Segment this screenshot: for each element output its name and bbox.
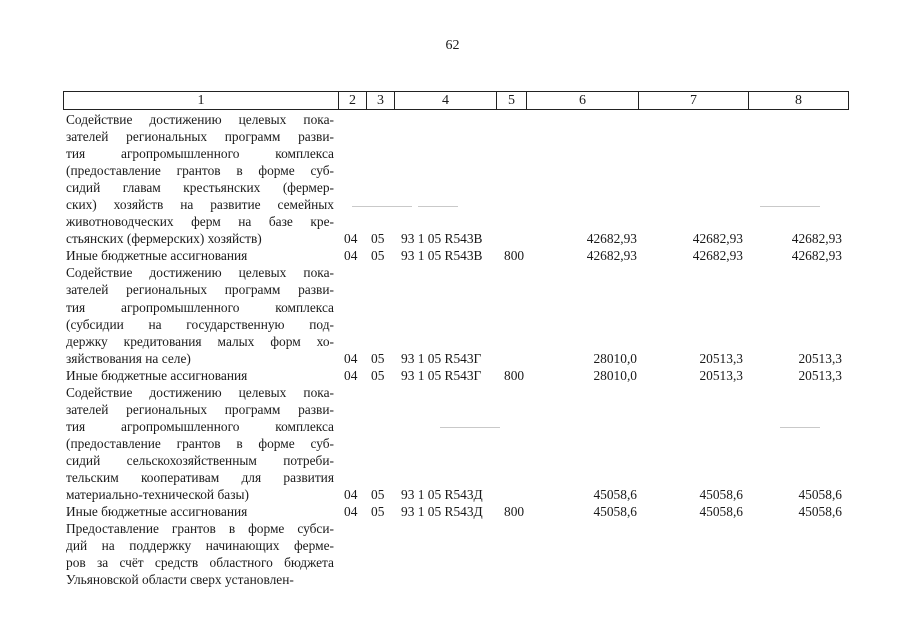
description-line: (предоставление грантов в форме суб- <box>66 163 334 179</box>
description-line: Предоставление грантов в форме субси- <box>66 521 334 537</box>
amount-col-7: 42682,93 <box>692 248 743 264</box>
target-article-code: 93 1 05 R543Г <box>401 367 482 383</box>
amount-col-7: 20513,3 <box>699 367 743 383</box>
amount-col-6: 45058,6 <box>593 504 637 520</box>
subsection-code: 05 <box>371 248 385 264</box>
section-code: 04 <box>344 367 358 383</box>
amount-col-8: 20513,3 <box>798 350 842 366</box>
description-line: (предоставление грантов в форме суб- <box>66 435 334 451</box>
amount-col-8: 45058,6 <box>798 487 842 503</box>
amount-col-7: 42682,93 <box>692 231 743 247</box>
description-line: Содействие достижению целевых пока- <box>66 384 334 400</box>
description-line: Иные бюджетные ассигнования <box>66 504 248 520</box>
section-code: 04 <box>344 350 358 366</box>
amount-col-8: 20513,3 <box>798 367 842 383</box>
table-header-row <box>63 91 849 110</box>
amount-col-8: 42682,93 <box>791 231 842 247</box>
target-article-code: 93 1 05 R543Г <box>401 350 482 366</box>
scan-artifact <box>440 427 500 428</box>
description-line: (субсидии на государственную под- <box>66 316 334 332</box>
description-line: сидий главам крестьянских (фермер- <box>66 180 334 196</box>
table-row <box>0 350 905 367</box>
description-line: Иные бюджетные ассигнования <box>66 248 248 264</box>
description-line: сидий сельскохозяйственным потреби- <box>66 452 334 468</box>
description-line: тия агропромышленного комплекса <box>66 418 334 434</box>
amount-col-6: 45058,6 <box>593 487 637 503</box>
scan-artifact <box>760 206 820 207</box>
header-col-4: 4 <box>395 92 497 109</box>
header-col-2: 2 <box>339 92 367 109</box>
scan-artifact <box>352 206 412 207</box>
description-line: тельским кооперативам для развития <box>66 470 334 486</box>
expense-type-code: 800 <box>504 504 525 520</box>
description-line: зателей региональных программ разви- <box>66 129 334 145</box>
expense-type-code: 800 <box>504 248 525 264</box>
target-article-code: 93 1 05 R543В <box>401 231 483 247</box>
section-code: 04 <box>344 231 358 247</box>
target-article-code: 93 1 05 R543Д <box>401 487 483 503</box>
subsection-code: 05 <box>371 231 385 247</box>
description-line: тия агропромышленного комплекса <box>66 299 334 315</box>
scan-artifact <box>418 206 458 207</box>
amount-col-7: 45058,6 <box>699 487 743 503</box>
amount-col-6: 28010,0 <box>593 350 637 366</box>
subsection-code: 05 <box>371 487 385 503</box>
subsection-code: 05 <box>371 504 385 520</box>
description-line: зяйствования на селе) <box>66 350 191 366</box>
section-code: 04 <box>344 504 358 520</box>
subsection-code: 05 <box>371 367 385 383</box>
page-number: 62 <box>445 38 460 53</box>
description-line: ров за счёт средств областного бюджета <box>66 555 334 571</box>
target-article-code: 93 1 05 R543В <box>401 248 483 264</box>
table-row <box>0 230 905 247</box>
description-line: ских) хозяйств на развитие семейных <box>66 197 334 213</box>
header-col-7: 7 <box>639 92 749 109</box>
table-row <box>0 247 905 264</box>
target-article-code: 93 1 05 R543Д <box>401 504 483 520</box>
amount-col-6: 42682,93 <box>586 248 637 264</box>
section-code: 04 <box>344 487 358 503</box>
amount-col-6: 28010,0 <box>593 367 637 383</box>
header-col-1: 1 <box>64 92 339 109</box>
description-line: Содействие достижению целевых пока- <box>66 265 334 281</box>
amount-col-6: 42682,93 <box>586 231 637 247</box>
description-line: стьянских (фермерских) хозяйств) <box>66 231 262 247</box>
amount-col-8: 42682,93 <box>791 248 842 264</box>
expense-type-code: 800 <box>504 367 525 383</box>
amount-col-7: 20513,3 <box>699 350 743 366</box>
header-col-3: 3 <box>367 92 395 109</box>
table-row <box>0 486 905 503</box>
description-line: тия агропромышленного комплекса <box>66 146 334 162</box>
description-line: дий на поддержку начинающих ферме- <box>66 538 334 554</box>
description-line: Ульяновской области сверх установлен- <box>66 572 294 588</box>
table-row <box>0 367 905 384</box>
scan-artifact <box>780 427 820 428</box>
amount-col-8: 45058,6 <box>798 504 842 520</box>
header-col-8: 8 <box>795 93 802 108</box>
section-code: 04 <box>344 248 358 264</box>
header-col-5: 5 <box>497 92 527 109</box>
amount-col-7: 45058,6 <box>699 504 743 520</box>
description-line: животноводческих ферм на базе кре- <box>66 214 334 230</box>
description-line: зателей региональных программ разви- <box>66 282 334 298</box>
description-line: Содействие достижению целевых пока- <box>66 112 334 127</box>
table-row <box>0 571 905 588</box>
description-line: зателей региональных программ разви- <box>66 401 334 417</box>
header-col-6: 6 <box>527 92 639 109</box>
row-description <box>66 111 334 247</box>
table-row <box>0 503 905 520</box>
description-line: Иные бюджетные ассигнования <box>66 367 248 383</box>
description-line: держку кредитования малых форм хо- <box>66 333 334 349</box>
subsection-code: 05 <box>371 350 385 366</box>
description-line: материально-технической базы) <box>66 487 249 503</box>
